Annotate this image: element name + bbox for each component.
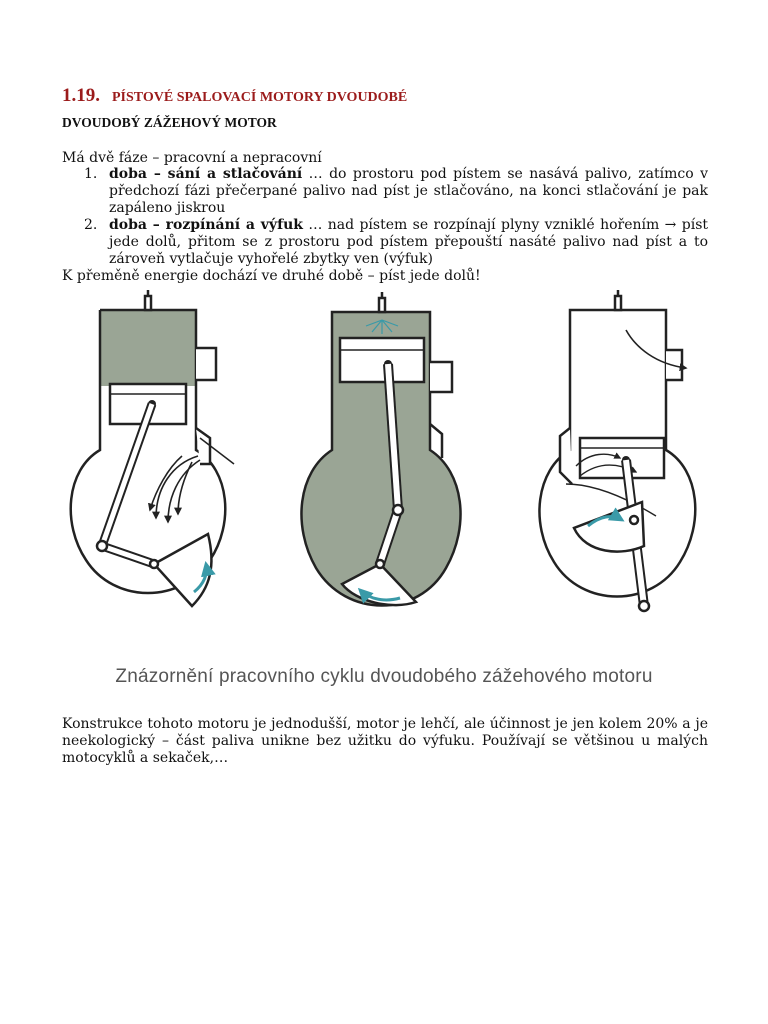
list-item-number: 2.: [84, 217, 98, 233]
list-item: [62, 166, 708, 217]
engine-cycle-diagram: [60, 288, 708, 664]
spark-plug-icon: [615, 290, 621, 310]
intro-paragraph: Má dvě fáze – pracovní a nepracovní: [62, 150, 322, 166]
figure-caption: Znázornění pracovního cyklu dvoudobého zážehového motoru: [115, 666, 653, 687]
conclusion-paragraph: Konstrukce tohoto motoru je jednodušší, motor je lehčí, ale účinnost je jen kolem 20% a je neekologický – část paliva unikne bez užitku do výfuku. Používají se většinou u malých motocyklů a sekaček,…: [62, 716, 708, 766]
energy-note: K přeměně energie dochází ve druhé době – píst jede dolů!: [62, 268, 481, 284]
subsection-title: DVOUDOBÝ ZÁŽEHOVÝ MOTOR: [62, 115, 277, 130]
section-title: PÍSTOVÉ SPALOVACÍ MOTORY DVOUDOBÉ: [112, 90, 408, 105]
list-item-number: 1.: [84, 166, 98, 182]
engine-cycle-figure: [60, 288, 708, 698]
spark-plug-icon: [145, 290, 151, 310]
engine-diagram-intake: [71, 290, 234, 606]
list-item-label: doba – rozpínání a výfuk: [109, 217, 303, 233]
spark-plug-icon: [379, 292, 385, 312]
engine-diagram-power: [301, 292, 460, 606]
phase-list: [62, 166, 708, 268]
list-item-text: … do prostoru pod pístem se nasává palivo, zatímco v předchozí fázi přečerpané palivo nad píst je stlačováno, na konci stlačování je pak zapáleno jiskrou: [109, 166, 709, 216]
list-item: [62, 217, 708, 268]
section-heading: [62, 72, 407, 109]
engine-diagram-transfer: [539, 290, 695, 611]
section-number: 1.19.: [62, 85, 100, 106]
list-item-text: … nad pístem se rozpínají plyny vzniklé hořením → píst jede dolů, přitom se z prostoru pod pístem přepouští nasáté palivo nad píst a to zároveň vytlačuje vyhořelé zbytky ven (výfuk): [109, 217, 709, 267]
list-item-label: doba – sání a stlačování: [109, 166, 303, 182]
